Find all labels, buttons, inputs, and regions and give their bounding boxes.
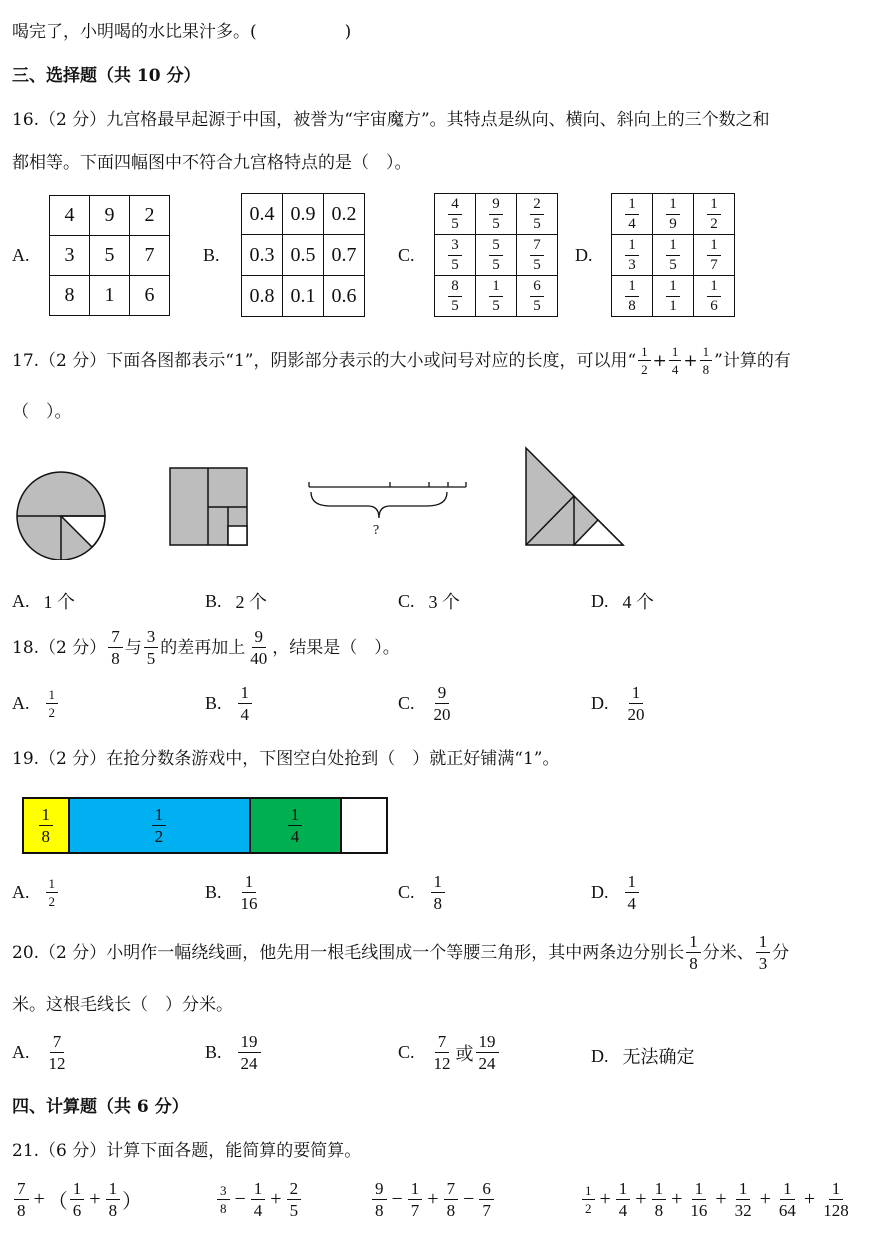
grid-cell: $\frac{1}{7}$ (694, 235, 735, 276)
q21-expression-4: $\frac{1}{2}$ + $\frac{1}{4}$ + $\frac{1}{8}$ + $\frac{1}{16}$ + $\frac{1}{32}$ + $\frac{1}{64}$ + $\frac{1}{128}$ (580, 1180, 854, 1219)
grid-cell: 0.3 (242, 235, 283, 276)
q18-prefix: 18.（2 分） (12, 637, 107, 658)
q16-grid-a (49, 195, 170, 316)
q16-grid-d (611, 193, 735, 317)
grid-cell: 1 (90, 276, 130, 316)
grid-cell: 9 (90, 196, 130, 236)
q17-option-b[interactable]: B. 2 个 (205, 590, 268, 612)
grid-cell: 7 (130, 236, 170, 276)
q20-line1 (12, 933, 789, 972)
q19-line: 19.（2 分）在抢分数条游戏中，下图空白处抢到（ ）就正好铺满“1”。 (12, 749, 560, 769)
plus-sign: + (652, 350, 667, 371)
grid-cell: $\frac{1}{3}$ (612, 235, 653, 276)
q17-option-c[interactable]: C. 3 个 (398, 590, 461, 612)
grid-cell: 4 (50, 196, 90, 236)
grid-cell: $\frac{1}{8}$ (612, 276, 653, 317)
q16-grid-b (241, 193, 365, 317)
q20-frac-1-3: $\frac{1}{3}$ (756, 933, 771, 972)
q18-mid1: 与 (124, 637, 142, 658)
grid-cell: 6 (130, 276, 170, 316)
q18-frac-3-5: $\frac{3}{5}$ (144, 628, 159, 667)
grid-cell: $\frac{1}{1}$ (653, 276, 694, 317)
q17-prefix: 17.（2 分）下面各图都表示“1”，阴影部分表示的大小或问号对应的长度，可以用“ (12, 350, 637, 371)
grid-cell: $\frac{5}{5}$ (476, 235, 517, 276)
grid-cell: $\frac{1}{2}$ (694, 194, 735, 235)
q19-option-b[interactable]: B. $\frac{1}{16}$ (205, 872, 258, 913)
grid-cell: 0.1 (283, 276, 324, 317)
grid-cell: $\frac{4}{5}$ (435, 194, 476, 235)
q21-line: 21.（6 分）计算下面各题，能简算的要简算。 (12, 1141, 362, 1161)
grid-cell: $\frac{1}{6}$ (694, 276, 735, 317)
q17-option-d[interactable]: D. 4 个 (591, 590, 654, 612)
q18-option-a[interactable]: A. $\frac{1}{2}$ (12, 688, 60, 719)
grid-cell: 2 (130, 196, 170, 236)
q19-option-d[interactable]: D. $\frac{1}{4}$ (591, 873, 641, 912)
q16-line2: 都相等。下面四幅图中不符合九宫格特点的是（ ）。 (12, 153, 412, 173)
bar-segment-quarter: $\frac{1}{4}$ (251, 799, 342, 852)
grid-cell: $\frac{1}{5}$ (653, 235, 694, 276)
q17-option-a[interactable]: A. 1 个 (12, 590, 75, 612)
triangle-figure-icon (526, 448, 623, 545)
grid-cell: 0.8 (242, 276, 283, 317)
circle-figure-icon (17, 472, 105, 560)
q19-option-c[interactable]: C. $\frac{1}{8}$ (398, 873, 447, 912)
q18-line (12, 628, 400, 667)
q16-option-a-label[interactable]: A. (12, 245, 30, 265)
q18-frac-7-8: $\frac{7}{8}$ (108, 628, 123, 667)
q18-option-d[interactable]: D. $\frac{1}{20}$ (591, 683, 645, 724)
grid-cell: $\frac{9}{5}$ (476, 194, 517, 235)
grid-cell: $\frac{7}{5}$ (517, 235, 558, 276)
q20-line2: 米。这根毛线长（ ）分米。 (12, 995, 233, 1015)
q20-prefix: 20.（2 分）小明作一幅绕线画，他先用一根毛线围成一个等腰三角形，其中两条边分别长 (12, 942, 685, 963)
grid-cell: 0.7 (324, 235, 365, 276)
q16-option-d-label[interactable]: D. (575, 245, 593, 265)
q21-expression-1: $\frac{7}{8}$ + （ $\frac{1}{6}$ + $\frac{1}{8}$ ） (12, 1180, 142, 1219)
section-4-title: 四、计算题（共 6 分） (12, 1097, 189, 1117)
bar-segment-blank (342, 799, 387, 852)
q20-mid: 分米、 (702, 942, 754, 963)
bar-segment-eighth: $\frac{1}{8}$ (24, 799, 70, 852)
q20-suffix: 分 (772, 942, 790, 963)
bar-segment-half: $\frac{1}{2}$ (70, 799, 251, 852)
prev-question-close: ) (344, 22, 352, 42)
q18-option-b[interactable]: B. $\frac{1}{4}$ (205, 684, 254, 723)
grid-cell: 8 (50, 276, 90, 316)
q20-option-a[interactable]: A. $\frac{7}{12}$ (12, 1032, 66, 1073)
grid-cell: 0.4 (242, 194, 283, 235)
q17-figures (0, 440, 700, 560)
q16-option-b-label[interactable]: B. (203, 245, 220, 265)
q18-mid2: 的差再加上 (160, 637, 246, 658)
q16-line1: 16.（2 分）九宫格最早起源于中国，被誉为“宇宙魔方”。其特点是纵向、横向、斜向上的三个数之和 (12, 110, 770, 130)
grid-cell: $\frac{1}{4}$ (612, 194, 653, 235)
q17-line1 (12, 345, 791, 376)
grid-cell: 0.5 (283, 235, 324, 276)
q20-option-c[interactable]: C. $\frac{7}{12}$ 或 $\frac{19}{24}$ (398, 1033, 501, 1072)
q19-option-a[interactable]: A. $\frac{1}{2}$ (12, 877, 60, 908)
grid-cell: $\frac{1}{5}$ (476, 276, 517, 317)
q21-expression-3: $\frac{9}{8}$ − $\frac{1}{7}$ + $\frac{7}{8}$ − $\frac{6}{7}$ (370, 1180, 496, 1219)
q18-suffix: ，结果是（ ）。 (272, 637, 400, 658)
q17-frac-2: $\frac{1}{4}$ (669, 345, 682, 376)
square-figure-icon (170, 468, 247, 545)
q16-grid-c (434, 193, 558, 317)
question-mark: ? (373, 523, 380, 538)
q16-option-c-label[interactable]: C. (398, 245, 415, 265)
q18-frac-9-40: $\frac{9}{40}$ (250, 627, 268, 668)
grid-cell: 0.9 (283, 194, 324, 235)
q17-suffix: ”计算的有 (714, 350, 791, 371)
plus-sign: + (683, 350, 698, 371)
grid-cell: $\frac{6}{5}$ (517, 276, 558, 317)
grid-cell: $\frac{2}{5}$ (517, 194, 558, 235)
q21-expression-2: $\frac{3}{8}$ − $\frac{1}{4}$ + $\frac{2}{5}$ (215, 1180, 303, 1219)
q20-option-b[interactable]: B. $\frac{19}{24}$ (205, 1033, 263, 1072)
prev-question-text: 喝完了，小明喝的水比果汁多。( (12, 22, 257, 42)
grid-cell: 5 (90, 236, 130, 276)
q17-frac-3: $\frac{1}{8}$ (700, 345, 713, 376)
grid-cell: 3 (50, 236, 90, 276)
grid-cell: 0.2 (324, 194, 365, 235)
fraction-bar (22, 797, 388, 854)
line-segment-figure-icon (309, 482, 466, 518)
previous-question-tail (12, 20, 351, 44)
q17-line2: （ ）。 (12, 402, 72, 422)
grid-cell: $\frac{1}{9}$ (653, 194, 694, 235)
q18-option-c[interactable]: C. $\frac{9}{20}$ (398, 683, 451, 724)
q17-frac-1: $\frac{1}{2}$ (638, 345, 651, 376)
q20-option-d[interactable]: D. 无法确定 (591, 1045, 695, 1067)
q20-frac-1-8: $\frac{1}{8}$ (686, 933, 701, 972)
grid-cell: $\frac{8}{5}$ (435, 276, 476, 317)
grid-cell: $\frac{3}{5}$ (435, 235, 476, 276)
section-3-title: 三、选择题（共 10 分） (12, 66, 201, 86)
grid-cell: 0.6 (324, 276, 365, 317)
